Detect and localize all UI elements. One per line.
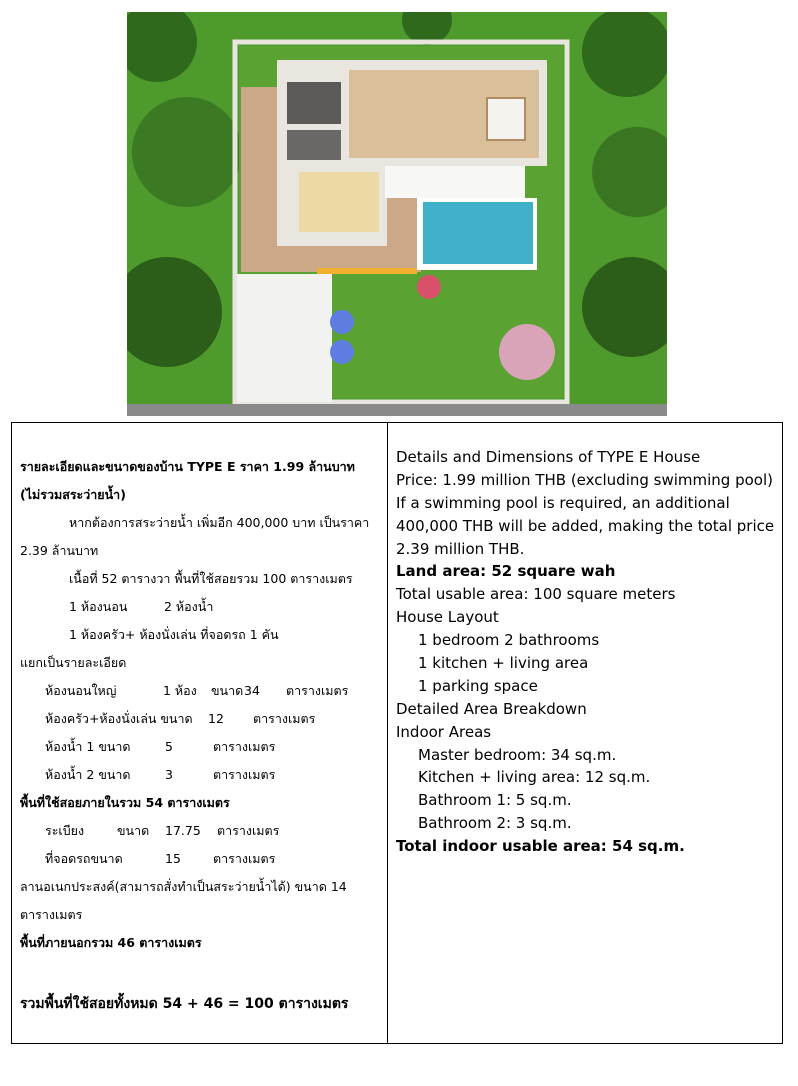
thai-multipurpose-line-1: ลานอเนกประสงค์(สามารถสั่งทำเป็นสระว่ายน้ำได้) ขนาด 14: [20, 879, 347, 894]
kitchen-tile-floor: [299, 172, 379, 232]
eng-title: Details and Dimensions of TYPE E House: [396, 448, 701, 466]
thai-rooms-line-1: [69, 597, 213, 617]
thai-title-line-1: รายละเอียดและขนาดของบ้าน TYPE E ราคา 1.99 ล้านบาท: [20, 459, 355, 474]
thai-master-row: [45, 681, 348, 701]
thai-column: [12, 423, 388, 1043]
bathroom-1: [287, 82, 341, 124]
eng-layout-item-2: 1 kitchen + living area: [418, 654, 589, 672]
flower-bed: [499, 324, 555, 380]
eng-pool-line-3: 2.39 million THB.: [396, 540, 525, 558]
thai-terrace-size-label: ขนาด: [117, 823, 150, 838]
details-table: [11, 422, 783, 1044]
thai-kitchen-name: ห้องครัว+ห้องนั่งเล่น ขนาด: [45, 711, 193, 726]
thai-area-line: เนื้อที่ 52 ตารางวา พื้นที่ใช้สอยรวม 100 ตารางเมตร: [69, 571, 353, 586]
thai-terrace-value: 17.75: [165, 823, 201, 838]
eng-layout-item-1: 1 bedroom 2 bathrooms: [418, 631, 600, 649]
eng-usable-area: Total usable area: 100 square meters: [396, 585, 676, 603]
bed: [487, 98, 525, 140]
road: [127, 404, 667, 416]
thai-master-size-label: ขนาด: [211, 683, 244, 698]
eng-kitchen: Kitchen + living area: 12 sq.m.: [418, 768, 651, 786]
eng-bathroom-2: Bathroom 2: 3 sq.m.: [418, 814, 572, 832]
thai-rooms-line-2: 1 ห้องครัว+ ห้องนั่งเล่น ที่จอดรถ 1 คัน: [69, 627, 279, 642]
thai-terrace-name: ระเบียง: [45, 823, 85, 838]
flower-strip: [317, 268, 417, 274]
thai-master-qty: 1 ห้อง: [163, 683, 197, 698]
thai-pool-line-1: หากต้องการสระว่ายน้ำ เพิ่มอีก 400,000 บาท เป็นราคา: [69, 515, 370, 530]
thai-bath2-value: 3: [165, 767, 173, 782]
eng-pool-line-1: If a swimming pool is required, an additional: [396, 494, 730, 512]
eng-breakdown-heading: Detailed Area Breakdown: [396, 700, 587, 718]
eng-pool-line-2: 400,000 THB will be added, making the total price: [396, 517, 775, 535]
bathroom-2: [287, 130, 341, 160]
eng-master-bedroom: Master bedroom: 34 sq.m.: [418, 746, 617, 764]
flower-bed: [330, 340, 354, 364]
eng-land-area: Land area: 52 square wah: [396, 562, 616, 580]
thai-rooms-bathroom: 2 ห้องน้ำ: [164, 599, 214, 614]
eng-price: Price: 1.99 million THB (excluding swimming pool): [396, 471, 773, 489]
thai-pool-line-2: 2.39 ล้านบาท: [20, 543, 99, 558]
thai-parking-row: [45, 849, 275, 869]
thai-kitchen-value: 12: [208, 711, 224, 726]
flower-bed: [330, 310, 354, 334]
thai-bath2-unit: ตารางเมตร: [213, 767, 276, 782]
thai-bath1-row: [45, 737, 275, 757]
eng-bathroom-1: Bathroom 1: 5 sq.m.: [418, 791, 572, 809]
thai-grand-total: รวมพื้นที่ใช้สอยทั้งหมด 54 + 46 = 100 ตารางเมตร: [20, 996, 349, 1012]
thai-master-unit: ตารางเมตร: [286, 683, 349, 698]
thai-bath2-name: ห้องน้ำ 2 ขนาด: [45, 767, 131, 782]
thai-indoor-total: พื้นที่ใช้สอยภายในรวม 54 ตารางเมตร: [20, 795, 230, 810]
thai-master-name: ห้องนอนใหญ่: [45, 683, 117, 698]
thai-kitchen-row: [45, 709, 315, 729]
thai-title-line-2: (ไม่รวมสระว่ายน้ำ): [20, 487, 126, 502]
thai-parking-unit: ตารางเมตร: [213, 851, 276, 866]
thai-terrace-row: [45, 821, 279, 841]
thai-bath1-value: 5: [165, 739, 173, 754]
parking-slab: [237, 274, 332, 402]
thai-terrace-unit: ตารางเมตร: [217, 823, 280, 838]
thai-master-value: 34: [244, 683, 260, 698]
thai-bath2-row: [45, 765, 275, 785]
flower-bed: [417, 275, 441, 299]
thai-breakdown-label: แยกเป็นรายละเอียด: [20, 655, 127, 670]
eng-indoor-total: Total indoor usable area: 54 sq.m.: [396, 837, 685, 855]
pergola: [385, 166, 525, 198]
tree: [132, 97, 242, 207]
thai-bath1-name: ห้องน้ำ 1 ขนาด: [45, 739, 131, 754]
thai-kitchen-unit: ตารางเมตร: [253, 711, 316, 726]
eng-indoor-heading: Indoor Areas: [396, 723, 492, 741]
thai-rooms-bedroom: 1 ห้องนอน: [69, 599, 128, 614]
thai-multipurpose-line-2: ตารางเมตร: [20, 907, 83, 922]
thai-bath1-unit: ตารางเมตร: [213, 739, 276, 754]
thai-outdoor-total: พื้นที่ภายนอกรวม 46 ตารางเมตร: [20, 935, 202, 950]
english-column: [388, 423, 782, 1043]
eng-layout-item-3: 1 parking space: [418, 677, 538, 695]
thai-parking-value: 15: [165, 851, 181, 866]
pool: [423, 202, 533, 264]
floor-plan-image: [127, 12, 667, 416]
eng-layout-heading: House Layout: [396, 608, 499, 626]
thai-parking-name: ที่จอดรถขนาด: [45, 851, 123, 866]
